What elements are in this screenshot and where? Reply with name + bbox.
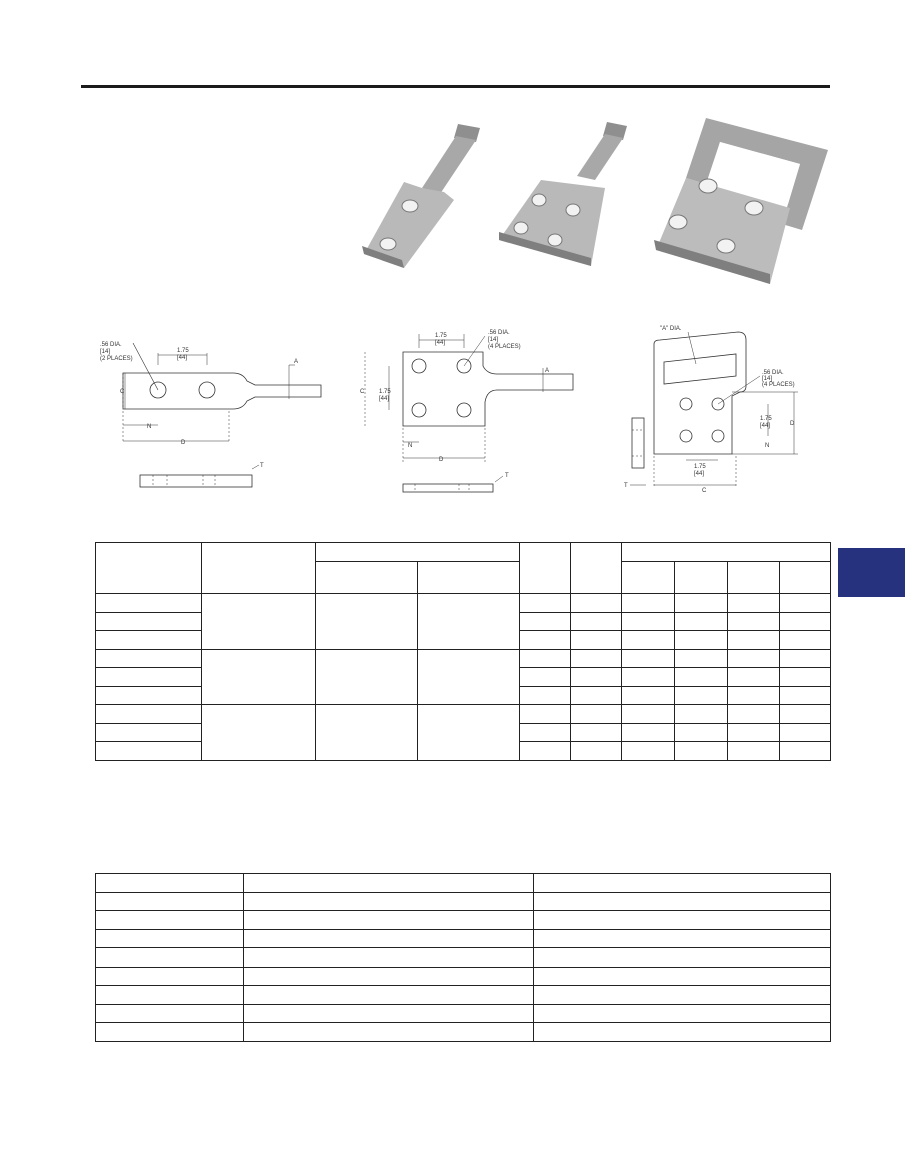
- table-cell: [244, 948, 534, 967]
- table-cell: [244, 930, 534, 948]
- table-cell: [96, 930, 244, 948]
- table-cell: [675, 742, 728, 761]
- table-cell: [622, 705, 675, 724]
- d2-spacing: 1.75: [435, 333, 447, 339]
- table-cell: [96, 948, 244, 967]
- table-cell: [675, 594, 728, 613]
- table-cell: [728, 724, 780, 742]
- table-cell: [571, 631, 622, 650]
- table-cell: [534, 967, 831, 985]
- d2-label-n: N: [408, 443, 413, 449]
- header-cell: [780, 562, 831, 594]
- d1-spacing: 1.75: [177, 348, 189, 354]
- table-cell: [675, 724, 728, 742]
- table-cell: [571, 668, 622, 687]
- d3-label-c: C: [702, 488, 707, 494]
- d1-label-c: C: [120, 389, 125, 395]
- table-cell: [244, 893, 534, 911]
- header-cell: [622, 543, 831, 562]
- table-cell: [675, 631, 728, 650]
- header-cell: [520, 543, 571, 594]
- table-cell: [316, 650, 418, 705]
- table-row: [96, 874, 831, 893]
- table-cell: [520, 594, 571, 613]
- table-cell: [622, 687, 675, 705]
- header-cell: [571, 543, 622, 594]
- table-cell: [675, 650, 728, 668]
- table-row: [96, 911, 831, 930]
- d1-label-n: N: [147, 424, 152, 430]
- table-cell: [316, 594, 418, 650]
- table-cell: [622, 631, 675, 650]
- table-cell: [780, 724, 831, 742]
- d3-spacing: 1.75: [694, 464, 706, 470]
- table-cell: [728, 705, 780, 724]
- header-cell: [202, 543, 316, 594]
- table-cell: [96, 705, 202, 724]
- table-cell: [244, 1022, 534, 1041]
- table-cell: [728, 650, 780, 668]
- table-cell: [520, 724, 571, 742]
- d1-hole-places: (2 PLACES): [100, 356, 133, 362]
- table-cell: [675, 705, 728, 724]
- table-row: [96, 705, 831, 724]
- table-cell: [780, 650, 831, 668]
- d2-label-d: D: [439, 457, 444, 463]
- table-cell: [534, 893, 831, 911]
- header-cell: [316, 562, 418, 594]
- table-cell: [418, 594, 520, 650]
- d3-vspacing: 1.75: [760, 416, 772, 422]
- table-cell: [96, 1022, 244, 1041]
- table-cell: [622, 668, 675, 687]
- table-cell: [675, 668, 728, 687]
- table-row: [96, 930, 831, 948]
- table-cell: [96, 967, 244, 985]
- d3-spacing-mm: [44]: [694, 471, 705, 477]
- d1-label-a: A: [294, 359, 299, 365]
- photo-bus-loop-pad: [650, 112, 835, 292]
- table-cell: [780, 631, 831, 650]
- d2-label-c: C: [360, 389, 365, 395]
- table-cell: [244, 874, 534, 893]
- table-row: [96, 1004, 831, 1022]
- d3-label-n: N: [765, 443, 770, 449]
- table-cell: [418, 705, 520, 761]
- d2-hole-places: (4 PLACES): [488, 344, 521, 350]
- table-cell: [571, 742, 622, 761]
- spec-table: [95, 542, 831, 761]
- table-cell: [622, 613, 675, 631]
- table-cell: [520, 650, 571, 668]
- table-cell: [96, 1004, 244, 1022]
- header-rule: [81, 85, 830, 88]
- header-cell: [418, 562, 520, 594]
- table-cell: [675, 613, 728, 631]
- table-cell: [622, 724, 675, 742]
- table-cell: [571, 594, 622, 613]
- table-cell: [571, 705, 622, 724]
- table-cell: [622, 594, 675, 613]
- table-cell: [96, 742, 202, 761]
- table-cell: [96, 594, 202, 613]
- table-cell: [675, 687, 728, 705]
- d1-hole-dia-mm: [14]: [100, 349, 111, 355]
- d1-label-t: T: [260, 463, 264, 469]
- table-row: [96, 967, 831, 985]
- table-cell: [96, 985, 244, 1004]
- d2-label-a: A: [545, 368, 550, 374]
- header-cell: [675, 562, 728, 594]
- table-cell: [534, 874, 831, 893]
- table-cell: [571, 687, 622, 705]
- table-row: [96, 893, 831, 911]
- header-cell: [316, 543, 520, 562]
- table-cell: [96, 631, 202, 650]
- table-cell: [244, 1004, 534, 1022]
- table-cell: [728, 631, 780, 650]
- table-cell: [728, 687, 780, 705]
- table-cell: [202, 594, 316, 650]
- table-cell: [96, 724, 202, 742]
- table-cell: [780, 613, 831, 631]
- table-cell: [244, 911, 534, 930]
- table-cell: [728, 613, 780, 631]
- selection-table: [95, 873, 831, 1042]
- table-cell: [520, 631, 571, 650]
- table-cell: [202, 650, 316, 705]
- drawing-four-hole-pad: [355, 322, 580, 497]
- table-cell: [534, 1004, 831, 1022]
- table-row: [96, 650, 831, 668]
- table-cell: [244, 985, 534, 1004]
- table-cell: [520, 687, 571, 705]
- table-cell: [96, 911, 244, 930]
- table-cell: [780, 705, 831, 724]
- table-row: [96, 948, 831, 967]
- photo-four-hole-pad: [495, 118, 635, 268]
- table-cell: [780, 594, 831, 613]
- table-cell: [534, 948, 831, 967]
- table-cell: [96, 650, 202, 668]
- table-cell: [96, 668, 202, 687]
- table-cell: [571, 724, 622, 742]
- d2-label-t: T: [505, 473, 509, 479]
- table-cell: [780, 687, 831, 705]
- drawing-bus-loop-pad: [620, 320, 810, 495]
- table-cell: [534, 1022, 831, 1041]
- table-cell: [780, 668, 831, 687]
- table-cell: [728, 594, 780, 613]
- header-cell: [96, 543, 202, 594]
- table-row: [96, 594, 831, 613]
- table-cell: [534, 911, 831, 930]
- table-cell: [728, 742, 780, 761]
- table-cell: [96, 613, 202, 631]
- d3-label-d: D: [790, 421, 795, 427]
- table-cell: [418, 650, 520, 705]
- d1-label-d: D: [181, 440, 186, 446]
- table-cell: [520, 742, 571, 761]
- table-row: [96, 1022, 831, 1041]
- table-cell: [534, 985, 831, 1004]
- photo-two-hole-lug: [358, 118, 488, 273]
- table-cell: [96, 874, 244, 893]
- table-cell: [728, 668, 780, 687]
- table-header-row: [96, 543, 831, 562]
- d3-vspacing-mm: [44]: [760, 423, 771, 429]
- table-cell: [534, 930, 831, 948]
- table-cell: [202, 705, 316, 761]
- d2-vspacing-mm: [44]: [379, 396, 390, 402]
- table-cell: [520, 668, 571, 687]
- table-cell: [520, 705, 571, 724]
- table-cell: [780, 742, 831, 761]
- table-cell: [622, 742, 675, 761]
- d3-label-t: T: [624, 483, 628, 489]
- d3-hole-places: (4 PLACES): [762, 382, 795, 388]
- header-cell: [622, 562, 675, 594]
- table-cell: [622, 650, 675, 668]
- table-cell: [244, 967, 534, 985]
- table-cell: [96, 893, 244, 911]
- d2-hole-dia: .56 DIA.: [488, 330, 510, 336]
- table-cell: [571, 613, 622, 631]
- table-cell: [316, 705, 418, 761]
- d2-hole-dia-mm: [14]: [488, 337, 499, 343]
- drawing-two-hole-lug: [95, 325, 330, 497]
- section-tab: [838, 548, 905, 597]
- table-cell: [571, 650, 622, 668]
- d3-hole-dia-mm: [14]: [762, 376, 773, 382]
- table-row: [96, 985, 831, 1004]
- d3-slot-dia: "A" DIA.: [660, 326, 682, 332]
- d1-hole-dia: .56 DIA.: [100, 342, 122, 348]
- header-cell: [728, 562, 780, 594]
- d2-spacing-mm: [44]: [435, 340, 446, 346]
- d2-vspacing: 1.75: [379, 389, 391, 395]
- d1-spacing-mm: [44]: [177, 355, 188, 361]
- table-cell: [96, 687, 202, 705]
- table-cell: [520, 613, 571, 631]
- d3-hole-dia: .56 DIA.: [762, 370, 784, 376]
